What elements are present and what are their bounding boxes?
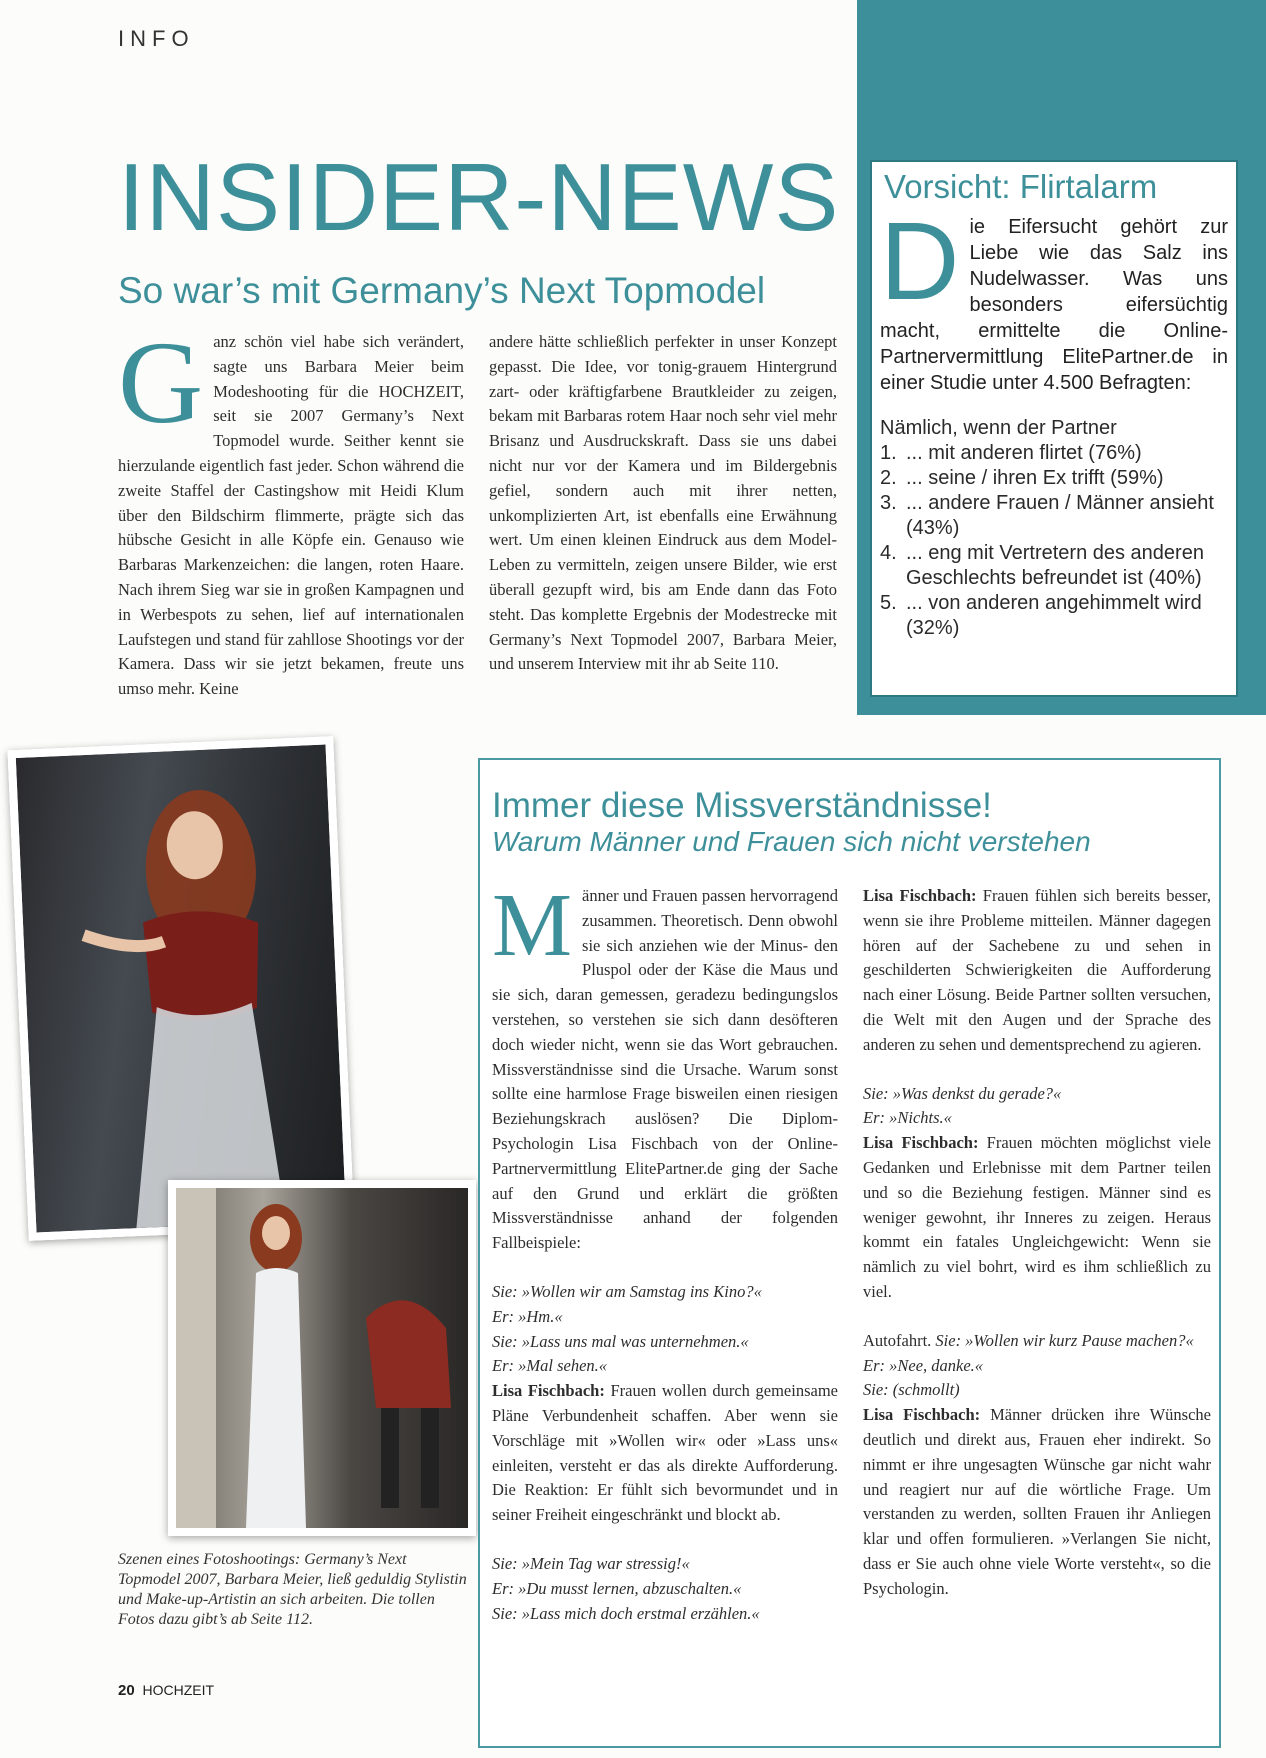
headline: INSIDER-NEWS <box>118 144 840 251</box>
spacer <box>863 1058 1211 1082</box>
sidebar-text <box>880 200 1228 396</box>
sidebar-list-intro: Nämlich, wenn der Partner <box>880 417 1117 439</box>
dropcap-m: M <box>492 876 573 975</box>
dropcap-g: G <box>118 317 204 448</box>
spacer <box>492 1256 838 1280</box>
psychologist-answer <box>863 1131 1211 1305</box>
spacer <box>863 1305 1211 1329</box>
sidebar-body: ie Eifersucht gehört zur Liebe wie das Salz ins Nudelwasser. Was uns besonders eifersüchtig macht, ermittelte die Online-Partnervermittlung ElitePartner.de in einer Studie unter 4.500 Befragten: <box>880 216 1228 394</box>
dropcap-d: D <box>880 200 960 323</box>
box2-column-2 <box>863 884 1211 1602</box>
speaker-name: Lisa Fischbach: <box>863 1405 981 1425</box>
dialogue-line: Er: »Hm.« <box>492 1306 563 1326</box>
photo-caption: Szenen eines Fotoshootings: Germany’s Next Topmodel 2007, Barbara Meier, ließ geduldig Stylistin und Make-up-Artistin an sich arbeiten. Die tollen Fotos dazu gibt’s ab Seite 112. <box>118 1551 467 1628</box>
list-item <box>880 591 1228 641</box>
scene-prefix: Autofahrt. <box>863 1330 932 1350</box>
list-item <box>880 466 1228 491</box>
dialogue-line: Sie: »Lass mich doch erstmal erzählen.« <box>492 1603 760 1623</box>
list-item <box>880 541 1228 591</box>
dialogue-line: Er: »Nee, danke.« <box>863 1355 984 1375</box>
speaker-name: Lisa Fischbach: <box>863 886 977 905</box>
page-number: 20 <box>118 1682 135 1699</box>
speaker-name: Lisa Fischbach: <box>492 1381 605 1401</box>
article-column-2 <box>489 330 837 677</box>
photo-model-white-dress <box>168 1180 476 1536</box>
dialogue-line: Er: »Nichts.« <box>863 1108 952 1128</box>
psychologist-answer <box>492 1379 838 1528</box>
magazine-name: HOCHZEIT <box>142 1682 215 1698</box>
sidebar-flirtalarm <box>870 160 1238 697</box>
list-text: ... mit anderen flirtet (76%) <box>906 442 1142 464</box>
list-text: ... andere Frauen / Männer ansieht (43%) <box>906 492 1214 539</box>
answer-text: Frauen möchten möglichst viele Gedanken und Erlebnisse mit dem Partner teilen und so die Beziehung festigen. Männer sind es weniger gewohnt, ihr Inneres zu zeigen. Heraus kommt ein fatales Ungleichgewicht: Wenn sie nämlich zu viel bohrt, wird es ihm schließlich zu viel. <box>863 1133 1211 1301</box>
answer-text: Männer drücken ihre Wünsche deutlich und direkt aus, Frauen eher indirekt. So nimmt er ihre ungesagten Wünsche gar nicht wahr und reagiert nur auf die wörtliche Frage. Um verstanden zu werden, sollten Frauen ihr Anliegen klar und offen formulieren. »Verlangen Sie nicht, dass er Sie auch ohne viele Worte versteht«, so die Psychologin. <box>863 1405 1211 1598</box>
box2-intro: änner und Frauen passen hervorragend zusammen. Theoretisch. Denn obwohl sie sich anziehen wie der Minus- den Pluspol oder der Käse die Maus und sie sich, daran gemessen, geradezu bedingungslos verstehen, so verstehen sie sich dann desöfteren doch wieder nicht, wenn sie das Wort gebrauchen. Missverständnisse sind die Ursache. Warum sonst sollte eine harmlose Frage bisweilen einen riesigen Beziehungskrach auslösen? Die Diplom-Psychologin Lisa Fischbach von der Online-Partnervermittlung ElitePartner.de ging der Sache auf den Grund und erklärt die größten Missverständnisse anhand der folgenden Fallbeispiele: <box>492 886 838 1253</box>
box2-title: Immer diese Missverständnisse! <box>492 786 992 825</box>
sidebar-list <box>880 441 1228 641</box>
page-footer <box>118 1682 214 1699</box>
dialogue-line: Er: »Du musst lernen, abzuschalten.« <box>492 1578 742 1598</box>
subheadline: So war’s mit Germany’s Next Topmodel <box>118 270 766 311</box>
list-number: 5. <box>880 592 897 614</box>
list-number: 2. <box>880 467 897 489</box>
dialogue-line: Sie: »Was denkst du gerade?« <box>863 1083 1062 1103</box>
list-text: ... seine / ihren Ex trifft (59%) <box>906 467 1164 489</box>
list-number: 1. <box>880 442 897 464</box>
section-label: INFO <box>118 26 195 51</box>
photo-model-red-dress <box>7 736 354 1241</box>
dialogue-line: Sie: »Lass uns mal was unternehmen.« <box>492 1331 749 1351</box>
article-col1-text: anz schön viel habe sich verändert, sagte uns Barbara Meier beim Modeshooting für die HOCHZEIT, seit sie 2007 Germany’s Next Topmodel wurde. Seither kennt sie hierzulande eigentlich fast jeder. Schon während die zweite Staffel der Castingshow mit Heidi Klum über den Bildschirm flimmerte, prägte sich das hübsche Gesicht in alle Köpfe ein. Genauso wie Barbaras Markenzeichen: die langen, roten Haare. Nach ihrem Sieg war sie in großen Kampagnen und in Werbespots zu sehen, lief auf internationalen Laufstegen und stand für zahllose Shootings vor der Kamera. Dass wir sie jetzt bekamen, freute uns umso mehr. Keine <box>118 332 464 699</box>
answer-text: Frauen wollen durch gemeinsame Pläne Verbundenheit schaffen. Aber wenn sie Vorschläge mit »Wollen wir« oder »Lass uns« einleiten, versteht er das als direkte Aufforderung. Die Reaktion: Er fühlt sich bevormundet und in seiner Freiheit eingeschränkt und blockt ab. <box>492 1381 838 1525</box>
list-text: ... eng mit Vertretern des anderen Geschlechts befreundet ist (40%) <box>906 542 1204 589</box>
list-text: ... von anderen angehimmelt wird (32%) <box>906 592 1202 639</box>
psychologist-answer <box>863 884 1211 1058</box>
box2-subtitle: Warum Männer und Frauen sich nicht verstehen <box>492 826 1091 857</box>
dialogue-line: Er: »Mal sehen.« <box>492 1356 608 1376</box>
article-col2-text: andere hätte schließlich perfekter in unser Konzept gepasst. Die Idee, vor tonig-grauem Hintergrund zart- oder kräftigfarbene Brautkleider zu zeigen, bekam mit Barbaras rotem Haar noch sehr viel mehr Brisanz und Ausdruckskraft. Dass sie uns dabei nicht nur vor der Kamera und im Bildergebnis gefiel, sondern auch mit ihrer netten, unkomplizierten Art, ist ebenfalls eine Erwähnung wert. Um einen kleinen Eindruck aus dem Model-Leben zu vermitteln, zeigen unsere Bilder, wie erst überall gezupft wird, bis am Ende dann das Foto steht. Das komplette Ergebnis der Modestrecke mit Germany’s Next Topmodel 2007, Barbara Meier, und unserem Interview mit ihr ab Seite 110. <box>489 332 837 674</box>
list-item <box>880 491 1228 541</box>
list-item <box>880 441 1228 466</box>
article-column-1 <box>118 317 464 702</box>
dialogue-line <box>863 1329 1211 1354</box>
dialogue-line: Sie: (schmollt) <box>863 1380 960 1400</box>
list-number: 4. <box>880 542 897 564</box>
list-number: 3. <box>880 492 897 514</box>
speaker-name: Lisa Fischbach: <box>863 1133 979 1153</box>
psychologist-answer <box>863 1403 1211 1601</box>
dialogue-text: Sie: »Wollen wir kurz Pause machen?« <box>935 1330 1194 1350</box>
sidebar-title: Vorsicht: Flirtalarm <box>884 168 1158 205</box>
dialogue-line: Sie: »Mein Tag war stressig!« <box>492 1553 690 1573</box>
answer-text: Frauen fühlen sich bereits besser, wenn sie ihre Probleme mitteilen. Männer dagegen hören auf der Sachebene zu und sehen in geschilderten Schwierigkeiten die Aufforderung nach einer Lösung. Beide Partner sollten versuchen, die Welt mit den Augen und der Sprache des anderen zu sehen und dementsprechend zu agieren. <box>863 886 1211 1054</box>
photo-illustration-1 <box>16 744 346 1232</box>
box2-column-1 <box>492 876 838 1626</box>
dialogue-line: Sie: »Wollen wir am Samstag ins Kino?« <box>492 1281 762 1301</box>
spacer <box>492 1528 838 1552</box>
photo-illustration-2 <box>176 1188 468 1528</box>
